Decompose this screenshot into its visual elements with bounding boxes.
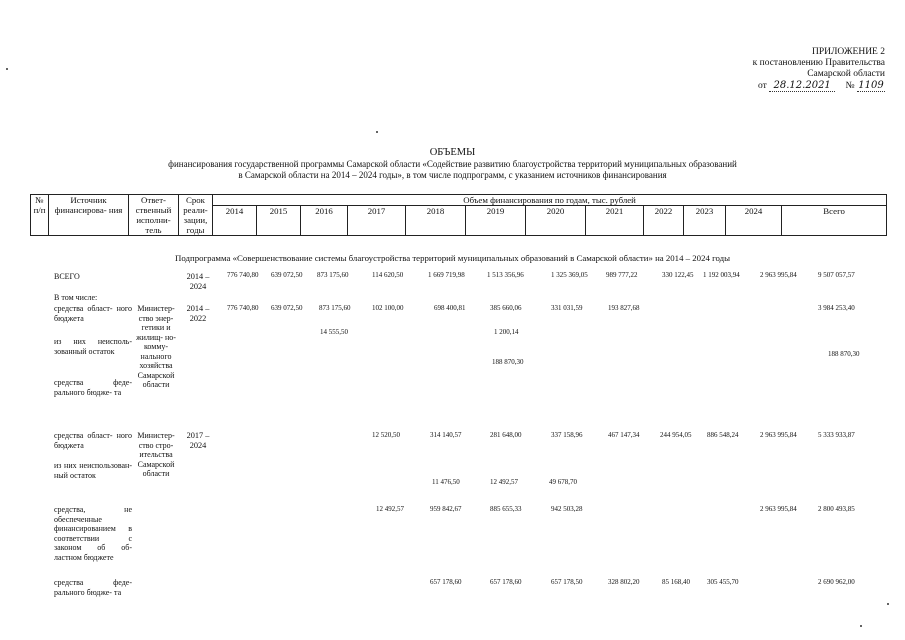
col-total: Всего [782, 206, 887, 236]
appendix-line1: к постановлению Правительства [752, 58, 885, 68]
heading-line1: финансирования государственной программы Самарской области «Содействие развитию благоустройства территорий муниципальных образований [168, 159, 737, 169]
regional2-label: средства област- ного бюджета [54, 431, 132, 450]
appendix-number: 1109 [858, 80, 884, 91]
scan-speck [6, 68, 8, 70]
regional2-total: 5 333 933,87 [818, 431, 855, 439]
regional2-2023: 886 548,24 [707, 431, 739, 439]
regional-2019: 385 660,06 [490, 304, 522, 312]
col-year: 2018 [406, 206, 466, 236]
subprogram-title: Подпрограмма «Совершенствование системы благоустройства территорий муниципальных образований в Самарской области» на 2014 – 2024 годы [175, 253, 730, 263]
col-num: № п/п [31, 195, 49, 236]
regional-2015: 639 072,50 [271, 304, 303, 312]
federal2-2019: 657 178,60 [490, 578, 522, 586]
scan-speck [887, 603, 889, 605]
regional-2020: 331 031,59 [551, 304, 583, 312]
col-year: 2020 [526, 206, 586, 236]
federal2-2021: 328 802,20 [608, 578, 640, 586]
col-year: 2023 [684, 206, 726, 236]
regional-2021: 193 827,68 [608, 304, 640, 312]
regional2-responsible: Министер- ство стро- ительства Самарской области [137, 431, 175, 478]
regional-2018: 698 400,81 [434, 304, 466, 312]
federal2-label: средства феде- рального бюдже- та [54, 578, 132, 597]
row-total-label: ВСЕГО [54, 272, 80, 281]
regional-2017: 102 100,00 [372, 304, 404, 312]
unsecured-2020: 942 503,28 [551, 505, 583, 513]
regional-label: средства област- ного бюджета [54, 304, 132, 323]
federal-label: средства феде- рального бюдже- та [54, 378, 132, 397]
col-volume: Объем финансирования по годам, тыс. рублей [213, 195, 887, 206]
regional2-2017: 12 520,50 [372, 431, 400, 439]
unsecured-total: 2 800 493,85 [818, 505, 855, 513]
col-year: 2021 [586, 206, 644, 236]
unused-total: 188 870,30 [828, 350, 860, 358]
heading-title: ОБЪЕМЫ [429, 147, 476, 158]
total-2020: 1 325 369,05 [551, 271, 588, 279]
regional-responsible: Министер- ство энер- гетики и жилищ- но- комму- нального хозяйства Самарской области [136, 304, 176, 389]
total-2018: 1 669 719,98 [428, 271, 465, 279]
appendix-title: ПРИЛОЖЕНИЕ 2 [811, 47, 885, 57]
appendix-date: 28.12.2021 [769, 80, 835, 92]
unused2-2019: 12 492,57 [490, 478, 518, 486]
appendix-line2: Самарской области [807, 69, 885, 79]
regional2-2018: 314 140,57 [430, 431, 462, 439]
regional2-2024: 2 963 995,84 [760, 431, 797, 439]
row-total-term: 2014 – 2024 [186, 272, 210, 291]
unsecured-2018: 959 842,67 [430, 505, 462, 513]
unused2-2018: 11 476,50 [432, 478, 460, 486]
regional-term: 2014 – 2022 [186, 304, 210, 323]
total-2016: 873 175,60 [317, 271, 349, 279]
total-2024: 2 963 995,84 [760, 271, 797, 279]
total-2017: 114 620,50 [372, 271, 404, 279]
col-year: 2017 [348, 206, 406, 236]
regional-extra-2019: 1 200,14 [494, 328, 519, 336]
total-all: 9 507 057,57 [818, 271, 855, 279]
col-year: 2022 [644, 206, 684, 236]
regional2-term: 2017 – 2024 [186, 431, 210, 450]
appendix-block [753, 47, 885, 92]
unsecured-2017: 12 492,57 [376, 505, 404, 513]
financing-table-header [30, 194, 887, 236]
total-2014: 776 740,80 [227, 271, 259, 279]
col-responsible: Ответ- ственный исполни- тель [129, 195, 179, 236]
federal2-2018: 657 178,60 [430, 578, 462, 586]
number-prefix: № [845, 81, 855, 91]
unsecured-label: средства, не обеспеченные финансированием в соответствии с законом об об- ластном бюджете [54, 505, 132, 562]
total-2022: 330 122,45 [662, 271, 694, 279]
regional2-2019: 281 648,00 [490, 431, 522, 439]
appendix-date-line [753, 80, 885, 92]
col-year: 2016 [301, 206, 348, 236]
unused2-label: из них неиспользован- ный остаток [54, 461, 132, 480]
total-2019: 1 513 356,96 [487, 271, 524, 279]
federal2-2022: 85 168,40 [662, 578, 690, 586]
unused2-2020: 49 678,70 [549, 478, 577, 486]
federal2-2020: 657 178,50 [551, 578, 583, 586]
col-year: 2024 [726, 206, 782, 236]
incl-label: В том числе: [54, 293, 98, 302]
unsecured-2024: 2 963 995,84 [760, 505, 797, 513]
scan-speck [376, 131, 378, 133]
regional2-2021: 467 147,34 [608, 431, 640, 439]
regional-2014: 776 740,80 [227, 304, 259, 312]
total-2021: 989 777,22 [606, 271, 638, 279]
heading-line2: в Самарской области на 2014 – 2024 годы», в том числе подпрограмм, с указанием источников финансирования [238, 170, 667, 180]
regional-extra-2016: 14 555,50 [320, 328, 348, 336]
col-year: 2015 [257, 206, 301, 236]
federal2-2023: 305 455,70 [707, 578, 739, 586]
col-year: 2019 [466, 206, 526, 236]
regional2-2020: 337 158,96 [551, 431, 583, 439]
col-year: 2014 [213, 206, 257, 236]
unused-2019: 188 870,30 [492, 358, 524, 366]
total-2015: 639 072,50 [271, 271, 303, 279]
federal2-total: 2 690 962,00 [818, 578, 855, 586]
scan-speck [860, 625, 862, 627]
unsecured-2019: 885 655,33 [490, 505, 522, 513]
regional-2016: 873 175,60 [319, 304, 351, 312]
col-term: Срок реали- зации, годы [179, 195, 213, 236]
unused-label: из них неисполь- зованный остаток [54, 337, 132, 356]
date-prefix: от [758, 81, 767, 91]
total-2023: 1 192 003,94 [703, 271, 740, 279]
regional2-2022: 244 954,05 [660, 431, 692, 439]
regional-total: 3 984 253,40 [818, 304, 855, 312]
col-source: Источник финансирова- ния [49, 195, 129, 236]
